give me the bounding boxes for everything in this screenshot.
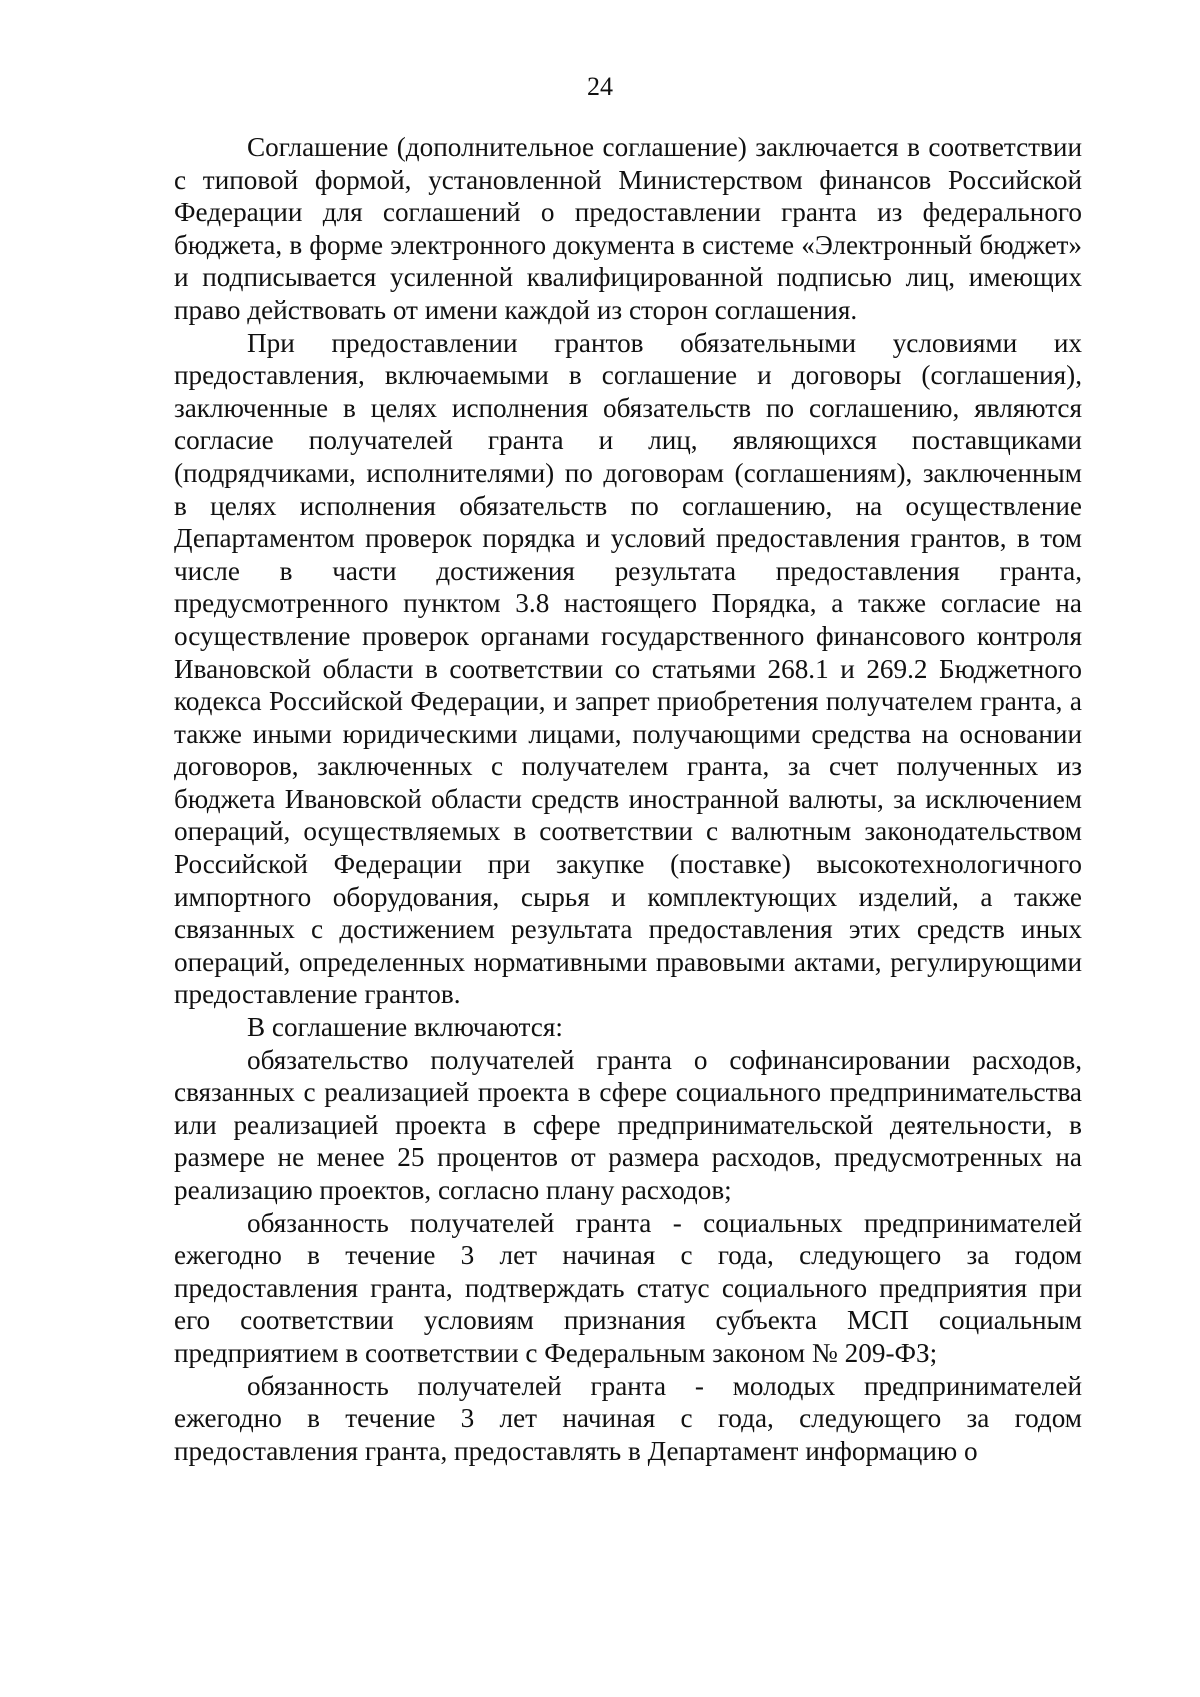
- paragraph-agreement-form: Соглашение (дополнительное соглашение) заключается в соответствии с типовой формой, установленной Министерством финансов Российской Федерации для соглашений о предоставлении гранта из федерального бюджета, в форме электронного документа в системе «Электронный бюджет» и подписывается усиленной квалифицированной подписью лиц, имеющих право действовать от имени каждой из сторон соглашения.: [174, 132, 1082, 325]
- paragraph-agreement-includes: В соглашение включаются:: [247, 1012, 563, 1043]
- page-number: 24: [587, 72, 613, 101]
- paragraph-cofinancing-obligation: обязательство получателей гранта о софинансировании расходов, связанных с реализацией проекта в сфере социального предпринимательства или реализацией проекта в сфере предпринимательской деятельности, в размере не менее 25 процентов от размера расходов, предусмотренных на реализацию проектов, согласно плану расходов;: [174, 1044, 1082, 1205]
- paragraph-social-entrepreneur-duty: обязанность получателей гранта - социальных предпринимателей ежегодно в течение 3 лет начиная с года, следующего за годом предоставления гранта, подтверждать статус социального предприятия при его соответствии условиям признания субъекта МСП социальным предприятием в соответствии с Федеральным законом № 209-ФЗ;: [174, 1207, 1082, 1368]
- paragraph-young-entrepreneur-duty: обязанность получателей гранта - молодых предпринимателей ежегодно в течение 3 лет начиная с года, следующего за годом предоставления гранта, предоставлять в Департамент информацию о: [174, 1370, 1082, 1466]
- document-body: [174, 131, 1082, 1467]
- paragraph-grant-conditions: При предоставлении грантов обязательными условиями их предоставления, включаемыми в соглашение и договоры (соглашения), заключенные в целях исполнения обязательств по соглашению, являются согласие получателей гранта и лиц, являющихся поставщиками (подрядчиками, исполнителями) по договорам (соглашениям), заключенным в целях исполнения обязательств по соглашению, на осуществление Департаментом проверок порядка и условий предоставления грантов, в том числе в части достижения результата предоставления гранта, предусмотренного пунктом 3.8 настоящего Порядка, а также согласие на осуществление проверок органами государственного финансового контроля Ивановской области в соответствии со статьями 268.1 и 269.2 Бюджетного кодекса Российской Федерации, и запрет приобретения получателем гранта, а также иными юридическими лицами, получающими средства на основании договоров, заключенных с получателем гранта, за счет полученных из бюджета Ивановской области средств иностранной валюты, за исключением операций, осуществляемых в соответствии с валютным законодательством Российской Федерации при закупке (поставке) высокотехнологичного импортного оборудования, сырья и комплектующих изделий, а также связанных с достижением результата предоставления этих средств иных операций, определенных нормативными правовыми актами, регулирующими предоставление грантов.: [174, 327, 1082, 1010]
